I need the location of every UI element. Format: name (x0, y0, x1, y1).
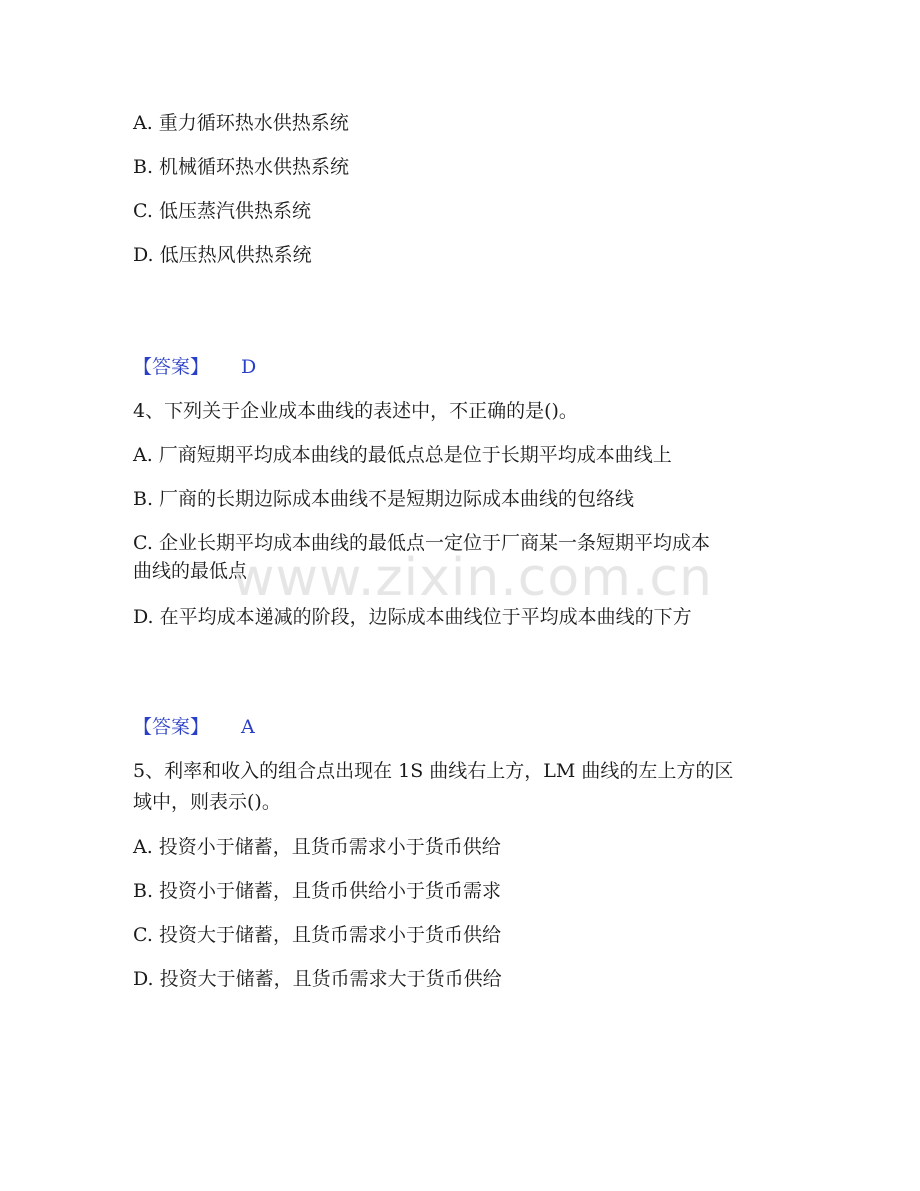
q4-stem: 4、下列关于企业成本曲线的表述中，不正确的是()。 (133, 400, 578, 422)
q4-option-d: D. 在平均成本递减的阶段，边际成本曲线位于平均成本曲线的下方 (133, 606, 692, 628)
answer-label: 【答案】 (133, 356, 210, 378)
q5-option-a: A. 投资小于储蓄，且货币需求小于货币供给 (133, 836, 501, 858)
q3-option-d: D. 低压热风供热系统 (133, 244, 312, 266)
q5-option-d: D. 投资大于储蓄，且货币需求大于货币供给 (133, 968, 502, 990)
answer-value: D (241, 356, 257, 378)
answer-value: A (241, 716, 255, 738)
q5-stem-line-2: 域中，则表示()。 (133, 791, 281, 813)
q4-option-a: A. 厂商短期平均成本曲线的最低点总是位于长期平均成本曲线上 (133, 444, 672, 466)
q5-option-b: B. 投资小于储蓄，且货币供给小于货币需求 (133, 880, 502, 902)
answer-label: 【答案】 (133, 716, 210, 738)
watermark: www.zixin.com.cn (232, 548, 713, 608)
q3-option-a: A. 重力循环热水供热系统 (133, 112, 349, 134)
q3-option-b: B. 机械循环热水供热系统 (133, 156, 350, 178)
q4-option-c-continued: 曲线的最低点 (133, 560, 248, 582)
answer-3 (133, 353, 256, 381)
q5-option-c: C. 投资大于储蓄，且货币需求小于货币供给 (133, 924, 501, 946)
answer-4 (133, 713, 255, 741)
q4-option-c: C. 企业长期平均成本曲线的最低点一定位于厂商某一条短期平均成本 (133, 532, 710, 554)
q4-option-b: B. 厂商的长期边际成本曲线不是短期边际成本曲线的包络线 (133, 488, 635, 510)
q3-option-c: C. 低压蒸汽供热系统 (133, 200, 311, 222)
q5-stem-line-1: 5、利率和收入的组合点出现在 1S 曲线右上方，LM 曲线的左上方的区 (133, 760, 734, 782)
